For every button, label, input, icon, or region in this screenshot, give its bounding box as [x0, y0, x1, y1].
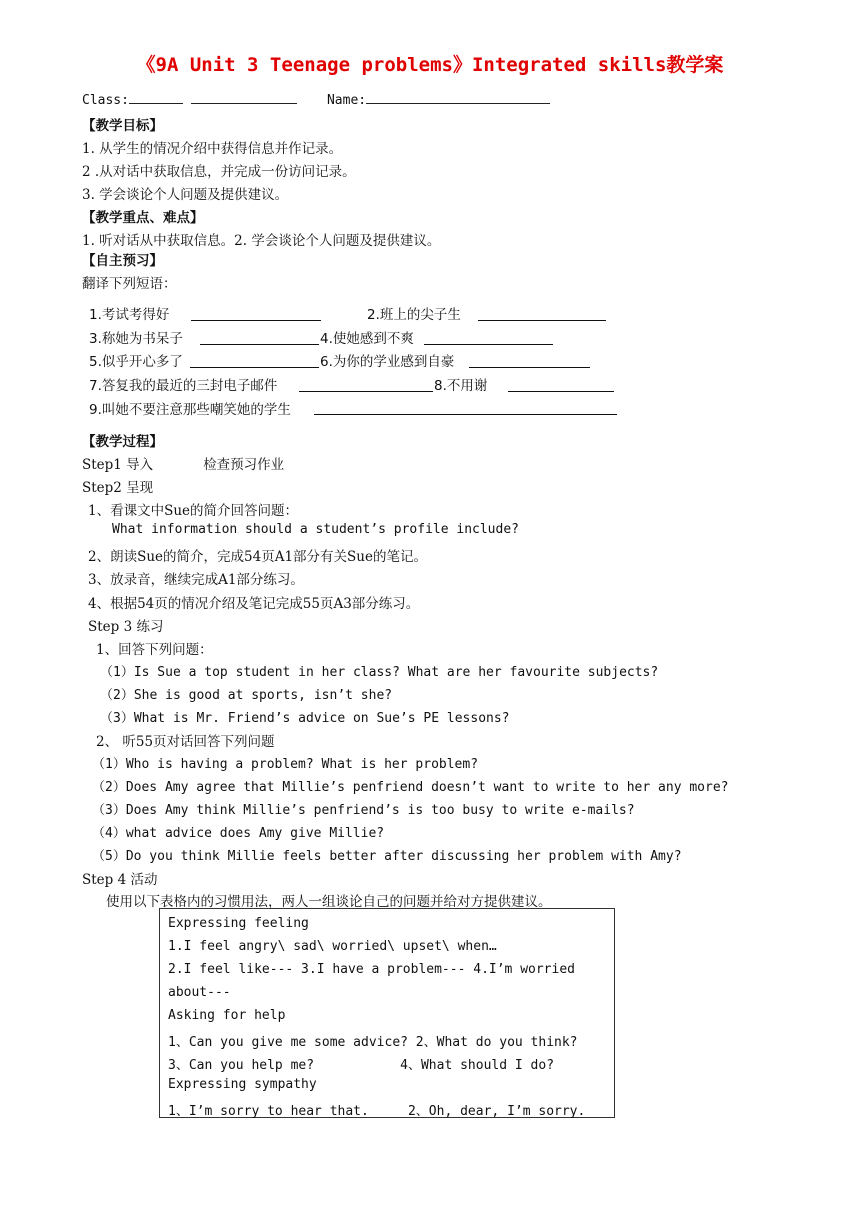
- step3-q2-heading: 2、 听55页对话回答下列问题: [96, 734, 275, 750]
- step2-label: Step2 呈现: [82, 480, 154, 496]
- step2-question: What information should a student’s profile include?: [112, 522, 519, 537]
- step1-label: Step1 导入: [82, 457, 154, 473]
- step2-item: 1、看课文中Sue的简介回答问题：: [88, 503, 299, 519]
- answer-line[interactable]: [508, 391, 614, 392]
- objective-item: 2 .从对话中获取信息，并完成一份访问记录。: [82, 164, 356, 180]
- box-line: Expressing feeling: [168, 916, 309, 931]
- step1-text: 检查预习作业: [203, 457, 285, 473]
- keypoints-heading: 【教学重点、难点】: [82, 210, 204, 226]
- preview-instruction: 翻译下列短语：: [82, 276, 177, 292]
- phrase-item: 3.称她为书呆子: [89, 331, 183, 347]
- step3-q2-item: （5）Do you think Millie feels better after discussing her problem with Amy?: [92, 849, 682, 864]
- step4-instruction: 使用以下表格内的习惯用法，两人一组谈论自己的问题并给对方提供建议。: [106, 894, 552, 910]
- step1-line: [82, 453, 284, 473]
- box-line: 3、Can you help me? 4、What should I do?: [168, 1058, 555, 1073]
- step2-item: 2、朗读Sue的简介，完成54页A1部分有关Sue的笔记。: [88, 549, 427, 565]
- answer-line[interactable]: [191, 320, 321, 321]
- name-label: Name:: [326, 93, 367, 108]
- answer-line[interactable]: [424, 344, 553, 345]
- answer-line[interactable]: [469, 367, 590, 368]
- step3-q2-item: （1）Who is having a problem? What is her problem?: [92, 757, 479, 772]
- class-blank-2[interactable]: [191, 91, 297, 104]
- step2-item: 4、根据54页的情况介绍及笔记完成55页A3部分练习。: [88, 596, 420, 612]
- class-label: Class:: [82, 93, 129, 108]
- step2-item: 3、放录音，继续完成A1部分练习。: [88, 572, 304, 588]
- phrase-item: 9.叫她不要注意那些嘲笑她的学生: [89, 402, 291, 418]
- phrase-item: 8.不用谢: [434, 378, 488, 394]
- answer-line[interactable]: [314, 414, 617, 415]
- step3-q2-item: （4）what advice does Amy give Millie?: [92, 826, 385, 841]
- box-line: 2.I feel like--- 3.I have a problem--- 4.I’m worried: [168, 962, 575, 977]
- phrase-item: 4.使她感到不爽: [320, 331, 414, 347]
- step3-q1-item: （2）She is good at sports, isn’t she?: [100, 688, 393, 703]
- class-blank-1[interactable]: [129, 91, 183, 104]
- process-heading: 【教学过程】: [82, 434, 163, 450]
- page-title: 《9A Unit 3 Teenage problems》Integrated skills教学案: [136, 54, 724, 76]
- box-line: 1、Can you give me some advice? 2、What do you think?: [168, 1035, 578, 1050]
- objective-item: 3. 学会谈论个人问题及提供建议。: [82, 187, 289, 203]
- answer-line[interactable]: [200, 344, 319, 345]
- answer-line[interactable]: [478, 320, 606, 321]
- step3-label: Step 3 练习: [88, 619, 164, 635]
- phrase-item: 2.班上的尖子生: [367, 307, 461, 323]
- preview-heading: 【自主预习】: [82, 253, 163, 269]
- name-blank[interactable]: [366, 91, 550, 104]
- step3-q2-item: （2）Does Amy agree that Millie’s penfriend doesn’t want to write to her any more?: [92, 780, 729, 795]
- box-line: about---: [168, 985, 231, 1000]
- step3-q1-item: （1）Is Sue a top student in her class? What are her favourite subjects?: [100, 665, 659, 680]
- step3-q1-item: （3）What is Mr. Friend’s advice on Sue’s PE lessons?: [100, 711, 510, 726]
- box-line: Asking for help: [168, 1008, 286, 1023]
- answer-line[interactable]: [190, 367, 319, 368]
- expressions-box: [159, 908, 615, 1118]
- class-name-line: [82, 91, 550, 108]
- phrase-item: 7.答复我的最近的三封电子邮件: [89, 378, 278, 394]
- box-line: 1.I feel angry\ sad\ worried\ upset\ when…: [168, 939, 497, 954]
- objectives-heading: 【教学目标】: [82, 118, 163, 134]
- box-line: 1、I’m sorry to hear that. 2、Oh, dear, I’m sorry.: [168, 1104, 586, 1119]
- answer-line[interactable]: [299, 391, 433, 392]
- phrase-item: 1.考试考得好: [89, 307, 170, 323]
- step3-q2-item: （3）Does Amy think Millie’s penfriend’s is too busy to write e-mails?: [92, 803, 635, 818]
- objective-item: 1. 从学生的情况介绍中获得信息并作记录。: [82, 141, 343, 157]
- step4-label: Step 4 活动: [82, 872, 158, 888]
- box-line: Expressing sympathy: [168, 1077, 317, 1092]
- phrase-item: 6.为你的学业感到自豪: [320, 354, 455, 370]
- phrase-item: 5.似乎开心多了: [89, 354, 183, 370]
- step3-q1-heading: 1、回答下列问题：: [96, 642, 213, 658]
- keypoints-text: 1. 听对话从中获取信息。2. 学会谈论个人问题及提供建议。: [82, 233, 441, 249]
